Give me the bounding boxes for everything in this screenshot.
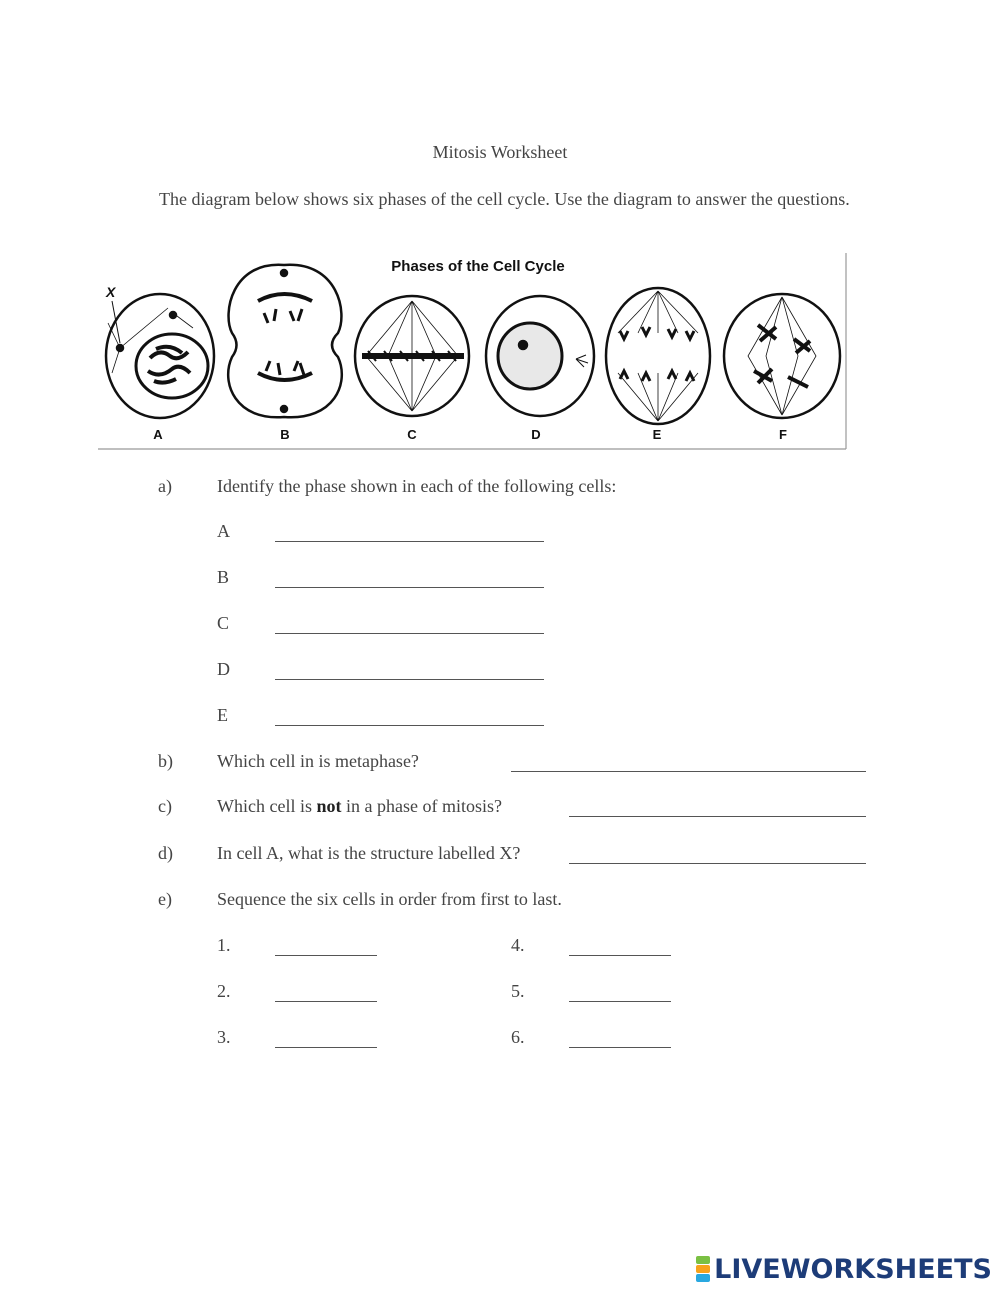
cell-label-b: B <box>280 427 290 442</box>
question-c-marker: c) <box>158 796 172 816</box>
cell-label-e: E <box>652 427 662 442</box>
answer-label-c: C <box>217 613 230 633</box>
diagram-title: Phases of the Cell Cycle <box>391 258 565 275</box>
sequence-line-1[interactable] <box>275 955 377 956</box>
logo-blocks-icon <box>696 1256 710 1282</box>
cell-a <box>106 294 214 418</box>
answer-line-question-d[interactable] <box>569 863 866 864</box>
answer-line-question-c[interactable] <box>569 816 866 817</box>
liveworksheets-logo <box>696 1254 992 1284</box>
cell-label-f: F <box>779 427 787 442</box>
question-a-marker: a) <box>158 476 172 496</box>
question-c-text-after: in a phase of mitosis? <box>341 796 502 816</box>
cell-f <box>724 294 840 418</box>
answer-line-e[interactable] <box>275 725 544 726</box>
sequence-line-5[interactable] <box>569 1001 671 1002</box>
cell-d <box>486 296 594 416</box>
question-e-marker: e) <box>158 889 172 909</box>
sequence-label-4: 4. <box>511 935 525 955</box>
answer-line-c[interactable] <box>275 633 544 634</box>
question-c-text-bold: not <box>316 796 342 816</box>
answer-line-d[interactable] <box>275 679 544 680</box>
cell-e <box>606 288 710 424</box>
answer-label-b: B <box>217 567 230 587</box>
cell-cycle-diagram <box>98 253 848 451</box>
cell-label-d: D <box>531 427 541 442</box>
question-c-text <box>217 796 502 817</box>
answer-label-a: A <box>217 521 230 541</box>
answer-label-d: D <box>217 659 230 679</box>
sequence-line-4[interactable] <box>569 955 671 956</box>
cell-c <box>355 296 469 416</box>
cell-b <box>228 265 342 418</box>
question-d-marker: d) <box>158 843 173 863</box>
sequence-label-6: 6. <box>511 1027 525 1047</box>
logo-block <box>696 1265 710 1273</box>
sequence-line-3[interactable] <box>275 1047 377 1048</box>
intro-text: The diagram below shows six phases of the cell cycle. Use the diagram to answer the questions. <box>159 189 850 209</box>
cell-label-a: A <box>153 427 163 442</box>
sequence-label-3: 3. <box>217 1027 231 1047</box>
sequence-label-2: 2. <box>217 981 231 1001</box>
question-a-text: Identify the phase shown in each of the following cells: <box>217 476 617 496</box>
logo-block <box>696 1256 710 1264</box>
question-b-marker: b) <box>158 751 173 771</box>
question-d-text: In cell A, what is the structure labelled X? <box>217 843 521 863</box>
question-b-text: Which cell in is metaphase? <box>217 751 419 771</box>
sequence-line-2[interactable] <box>275 1001 377 1002</box>
sequence-label-5: 5. <box>511 981 525 1001</box>
answer-line-b[interactable] <box>275 587 544 588</box>
logo-wordmark: LIVEWORKSHEETS <box>714 1253 992 1285</box>
answer-line-question-b[interactable] <box>511 771 866 772</box>
question-e-text: Sequence the six cells in order from first to last. <box>217 889 562 909</box>
answer-line-a[interactable] <box>275 541 544 542</box>
logo-block <box>696 1274 710 1282</box>
question-c-text-before: Which cell is <box>217 796 317 816</box>
page-title: Mitosis Worksheet <box>432 142 568 162</box>
sequence-line-6[interactable] <box>569 1047 671 1048</box>
sequence-label-1: 1. <box>217 935 231 955</box>
answer-label-e: E <box>217 705 228 725</box>
label-x: X <box>106 284 116 300</box>
cell-label-c: C <box>407 427 417 442</box>
